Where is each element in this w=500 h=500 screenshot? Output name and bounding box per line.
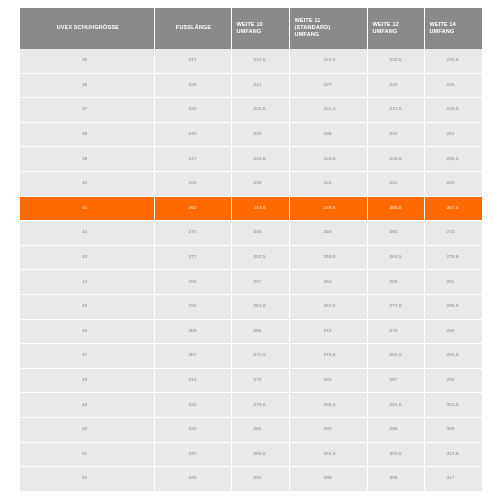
- cell-width-11: 272: [289, 319, 367, 344]
- cell-width-12: 273,5: [367, 294, 424, 319]
- cell-shoe-size: 48: [20, 368, 154, 393]
- cell-width-12: 237,5: [367, 98, 424, 123]
- cell-width-14: 254: [424, 122, 482, 147]
- cell-shoe-size: 35: [20, 49, 154, 73]
- header-width-14-label: WEITE 14 UMFANG: [429, 21, 456, 35]
- cell-width-11: 285,5: [289, 393, 367, 418]
- cell-width-10: 225,5: [231, 98, 289, 123]
- size-chart-table: [20, 8, 482, 492]
- table-row: [20, 344, 482, 369]
- cell-width-10: 239: [231, 171, 289, 196]
- cell-width-10: 248: [231, 221, 289, 246]
- cell-width-10: 230: [231, 122, 289, 147]
- table-row: [20, 417, 482, 442]
- cell-width-10: 216,5: [231, 49, 289, 73]
- table-row: [20, 196, 482, 221]
- cell-width-14: 240,5: [424, 49, 482, 73]
- header-foot-length: FUSSLÄNGE: [154, 8, 231, 49]
- cell-width-11: 290: [289, 417, 367, 442]
- cell-width-12: 278: [367, 319, 424, 344]
- cell-width-11: 263: [289, 270, 367, 295]
- cell-shoe-size: 43: [20, 245, 154, 270]
- cell-width-11: 231,5: [289, 98, 367, 123]
- cell-shoe-size: 40: [20, 171, 154, 196]
- cell-foot-length: 330: [154, 417, 231, 442]
- table-row: [20, 467, 482, 492]
- table-header-row: [20, 8, 482, 49]
- cell-shoe-size: 47: [20, 344, 154, 369]
- header-width-12: [367, 8, 424, 49]
- cell-width-14: 317: [424, 467, 482, 492]
- table-row: [20, 122, 482, 147]
- cell-width-12: 287: [367, 368, 424, 393]
- cell-shoe-size: 52: [20, 467, 154, 492]
- table-row: [20, 319, 482, 344]
- cell-width-10: 243,5: [231, 196, 289, 221]
- cell-foot-length: 277: [154, 245, 231, 270]
- cell-width-14: 308: [424, 417, 482, 442]
- cell-width-10: 234,5: [231, 147, 289, 172]
- cell-width-10: 257: [231, 270, 289, 295]
- cell-foot-length: 300: [154, 319, 231, 344]
- cell-width-10: 275: [231, 368, 289, 393]
- cell-shoe-size: 39: [20, 147, 154, 172]
- cell-width-12: 305: [367, 467, 424, 492]
- cell-width-12: 246,5: [367, 147, 424, 172]
- header-width-14: [424, 8, 482, 49]
- cell-shoe-size: 45: [20, 294, 154, 319]
- cell-shoe-size: 49: [20, 393, 154, 418]
- cell-width-10: 293: [231, 467, 289, 492]
- cell-shoe-size: 50: [20, 417, 154, 442]
- table-row: [20, 270, 482, 295]
- table-row: [20, 368, 482, 393]
- cell-width-11: 276,5: [289, 344, 367, 369]
- cell-shoe-size: 41: [20, 196, 154, 221]
- cell-width-12: 296: [367, 417, 424, 442]
- table-body: [20, 49, 482, 491]
- cell-width-14: 303,5: [424, 393, 482, 418]
- table-row: [20, 171, 482, 196]
- cell-width-11: 254: [289, 221, 367, 246]
- table-row: [20, 221, 482, 246]
- cell-width-12: 300,5: [367, 442, 424, 467]
- cell-width-12: 269: [367, 270, 424, 295]
- header-shoe-size: UVEX SCHUHGRÖSSE: [20, 8, 154, 49]
- cell-foot-length: 217: [154, 49, 231, 73]
- cell-foot-length: 247: [154, 147, 231, 172]
- cell-width-14: 245: [424, 73, 482, 98]
- cell-width-14: 263: [424, 171, 482, 196]
- cell-width-10: 270,5: [231, 344, 289, 369]
- cell-width-12: 264,5: [367, 245, 424, 270]
- cell-shoe-size: 42: [20, 221, 154, 246]
- cell-width-10: 279,5: [231, 393, 289, 418]
- cell-width-14: 272: [424, 221, 482, 246]
- cell-width-11: 227: [289, 73, 367, 98]
- table-row: [20, 147, 482, 172]
- header-width-12-label: WEITE 12 UMFANG: [372, 21, 399, 35]
- cell-width-11: 249,5: [289, 196, 367, 221]
- cell-width-10: 266: [231, 319, 289, 344]
- cell-shoe-size: 36: [20, 73, 154, 98]
- cell-foot-length: 270: [154, 221, 231, 246]
- cell-width-11: 281: [289, 368, 367, 393]
- header-width-11: [289, 8, 367, 49]
- cell-foot-length: 262: [154, 196, 231, 221]
- cell-width-10: 261,5: [231, 294, 289, 319]
- cell-width-14: 299: [424, 368, 482, 393]
- cell-width-14: 267,5: [424, 196, 482, 221]
- cell-width-10: 288,5: [231, 442, 289, 467]
- cell-width-11: 245: [289, 171, 367, 196]
- cell-width-11: 267,5: [289, 294, 367, 319]
- cell-width-14: 249,5: [424, 98, 482, 123]
- cell-foot-length: 255: [154, 171, 231, 196]
- cell-foot-length: 232: [154, 98, 231, 123]
- cell-foot-length: 322: [154, 393, 231, 418]
- cell-width-14: 258,5: [424, 147, 482, 172]
- table-row: [20, 73, 482, 98]
- cell-shoe-size: 46: [20, 319, 154, 344]
- cell-width-11: 236: [289, 122, 367, 147]
- cell-width-12: 251: [367, 171, 424, 196]
- cell-width-12: 291,5: [367, 393, 424, 418]
- table-row: [20, 49, 482, 73]
- cell-width-14: 281: [424, 270, 482, 295]
- cell-shoe-size: 38: [20, 122, 154, 147]
- header-width-10-label: WEITE 10 UMFANG: [236, 21, 263, 35]
- cell-foot-length: 337: [154, 442, 231, 467]
- cell-width-14: 276,5: [424, 245, 482, 270]
- cell-width-14: 294,5: [424, 344, 482, 369]
- cell-width-11: 299: [289, 467, 367, 492]
- cell-width-12: 228,5: [367, 49, 424, 73]
- cell-width-11: 222,5: [289, 49, 367, 73]
- cell-width-10: 252,5: [231, 245, 289, 270]
- cell-shoe-size: 44: [20, 270, 154, 295]
- cell-foot-length: 345: [154, 467, 231, 492]
- cell-foot-length: 307: [154, 344, 231, 369]
- cell-width-12: 282,5: [367, 344, 424, 369]
- cell-width-14: 290: [424, 319, 482, 344]
- cell-width-10: 284: [231, 417, 289, 442]
- table-row: [20, 393, 482, 418]
- cell-width-12: 255,5: [367, 196, 424, 221]
- cell-foot-length: 315: [154, 368, 231, 393]
- cell-width-11: 258,5: [289, 245, 367, 270]
- cell-foot-length: 225: [154, 73, 231, 98]
- cell-foot-length: 285: [154, 270, 231, 295]
- header-width-11-label: WEITE 11 (STANDARD) UMFANG: [294, 18, 331, 38]
- table-row: [20, 294, 482, 319]
- cell-width-12: 233: [367, 73, 424, 98]
- header-width-10: [231, 8, 289, 49]
- cell-foot-length: 240: [154, 122, 231, 147]
- table-row: [20, 245, 482, 270]
- cell-shoe-size: 37: [20, 98, 154, 123]
- cell-width-14: 285,5: [424, 294, 482, 319]
- table-row: [20, 98, 482, 123]
- cell-width-10: 221: [231, 73, 289, 98]
- cell-width-12: 242: [367, 122, 424, 147]
- cell-width-11: 294,5: [289, 442, 367, 467]
- cell-foot-length: 292: [154, 294, 231, 319]
- table-row: [20, 442, 482, 467]
- cell-width-11: 240,5: [289, 147, 367, 172]
- cell-width-12: 260: [367, 221, 424, 246]
- cell-width-14: 312,5: [424, 442, 482, 467]
- cell-shoe-size: 51: [20, 442, 154, 467]
